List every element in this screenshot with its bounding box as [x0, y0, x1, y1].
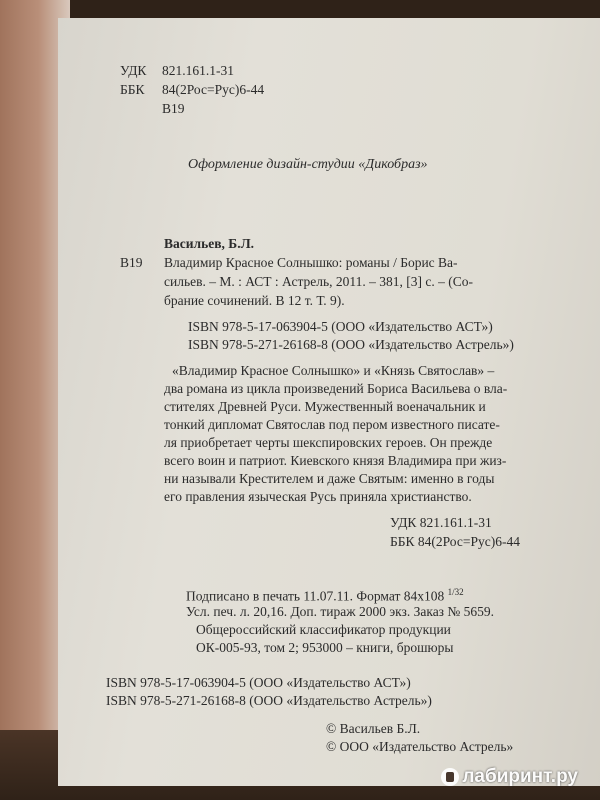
bbk-header — [120, 81, 264, 98]
author-sign-header: В19 — [162, 101, 185, 116]
card-description-line: Владимир Красное Солнышко: романы / Борис Ва- — [164, 255, 458, 270]
card-description-line: брание сочинений. В 12 т. Т. 9). — [164, 293, 345, 308]
copyright-author: © Васильев Б.Л. — [326, 721, 421, 736]
print-info-line4: ОК-005-93, том 2; 953000 – книги, брошюры — [196, 640, 454, 655]
bbk-value: 84(2Рос=Рус)6-44 — [162, 82, 265, 97]
card-bbk: ББК 84(2Рос=Рус)6-44 — [390, 534, 520, 549]
udk-header — [120, 62, 234, 79]
annotation-line: тонкий дипломат Святослав под пером известного писате- — [164, 417, 500, 432]
format-fraction: 1/32 — [447, 587, 464, 597]
annotation-line: всего воин и патриот. Киевского князя Владимира при жиз- — [164, 453, 507, 468]
book-page — [58, 18, 600, 786]
annotation-line: его правления языческая Русь приняла христианство. — [164, 489, 472, 504]
labirint-watermark — [441, 766, 578, 788]
print-info-line2: Усл. печ. л. 20,16. Доп. тираж 2000 экз. Заказ № 5659. — [186, 604, 495, 619]
bbk-label: ББК — [120, 82, 145, 97]
card-isbn-line: ISBN 978-5-271-26168-8 (ООО «Издательство Астрель») — [188, 337, 514, 352]
card-isbn-line: ISBN 978-5-17-063904-5 (ООО «Издательство АСТ») — [188, 319, 493, 334]
copyright-publisher: © ООО «Издательство Астрель» — [326, 739, 514, 754]
annotation-line: ни называли Крестителем и даже Святым: именно в годы — [164, 471, 495, 486]
labirint-logo-icon — [441, 768, 459, 786]
card-udk: УДК 821.161.1-31 — [390, 515, 492, 530]
card-author: Васильев, Б.Л. — [164, 236, 255, 251]
annotation-line: ля приобретает черты шекспировских героев. Он прежде — [164, 435, 493, 450]
annotation-line: стителях Древней Руси. Мужественный военачальник и — [164, 399, 486, 414]
annotation-line: два романа из цикла произведений Бориса Васильева о вла- — [164, 381, 508, 396]
design-credit: Оформление дизайн-студии «Дикобраз» — [188, 157, 428, 172]
watermark-text: лабиринт.ру — [462, 766, 578, 787]
print-date-format: Подписано в печать 11.07.11. Формат 84x108 — [186, 588, 445, 604]
udk-label: УДК — [120, 63, 147, 78]
card-description-line: сильев. – М. : АСТ : Астрель, 2011. – 381, [3] с. – (Со- — [164, 274, 474, 289]
print-info-line3: Общероссийский классификатор продукции — [196, 622, 451, 637]
print-info-line1 — [186, 584, 464, 605]
udk-value: 821.161.1-31 — [162, 63, 234, 78]
card-author-sign: В19 — [120, 255, 143, 270]
isbn-line: ISBN 978-5-271-26168-8 (ООО «Издательство Астрель») — [106, 693, 432, 708]
isbn-line: ISBN 978-5-17-063904-5 (ООО «Издательство АСТ») — [106, 675, 411, 690]
annotation-line: «Владимир Красное Солнышко» и «Князь Святослав» – — [172, 363, 495, 378]
